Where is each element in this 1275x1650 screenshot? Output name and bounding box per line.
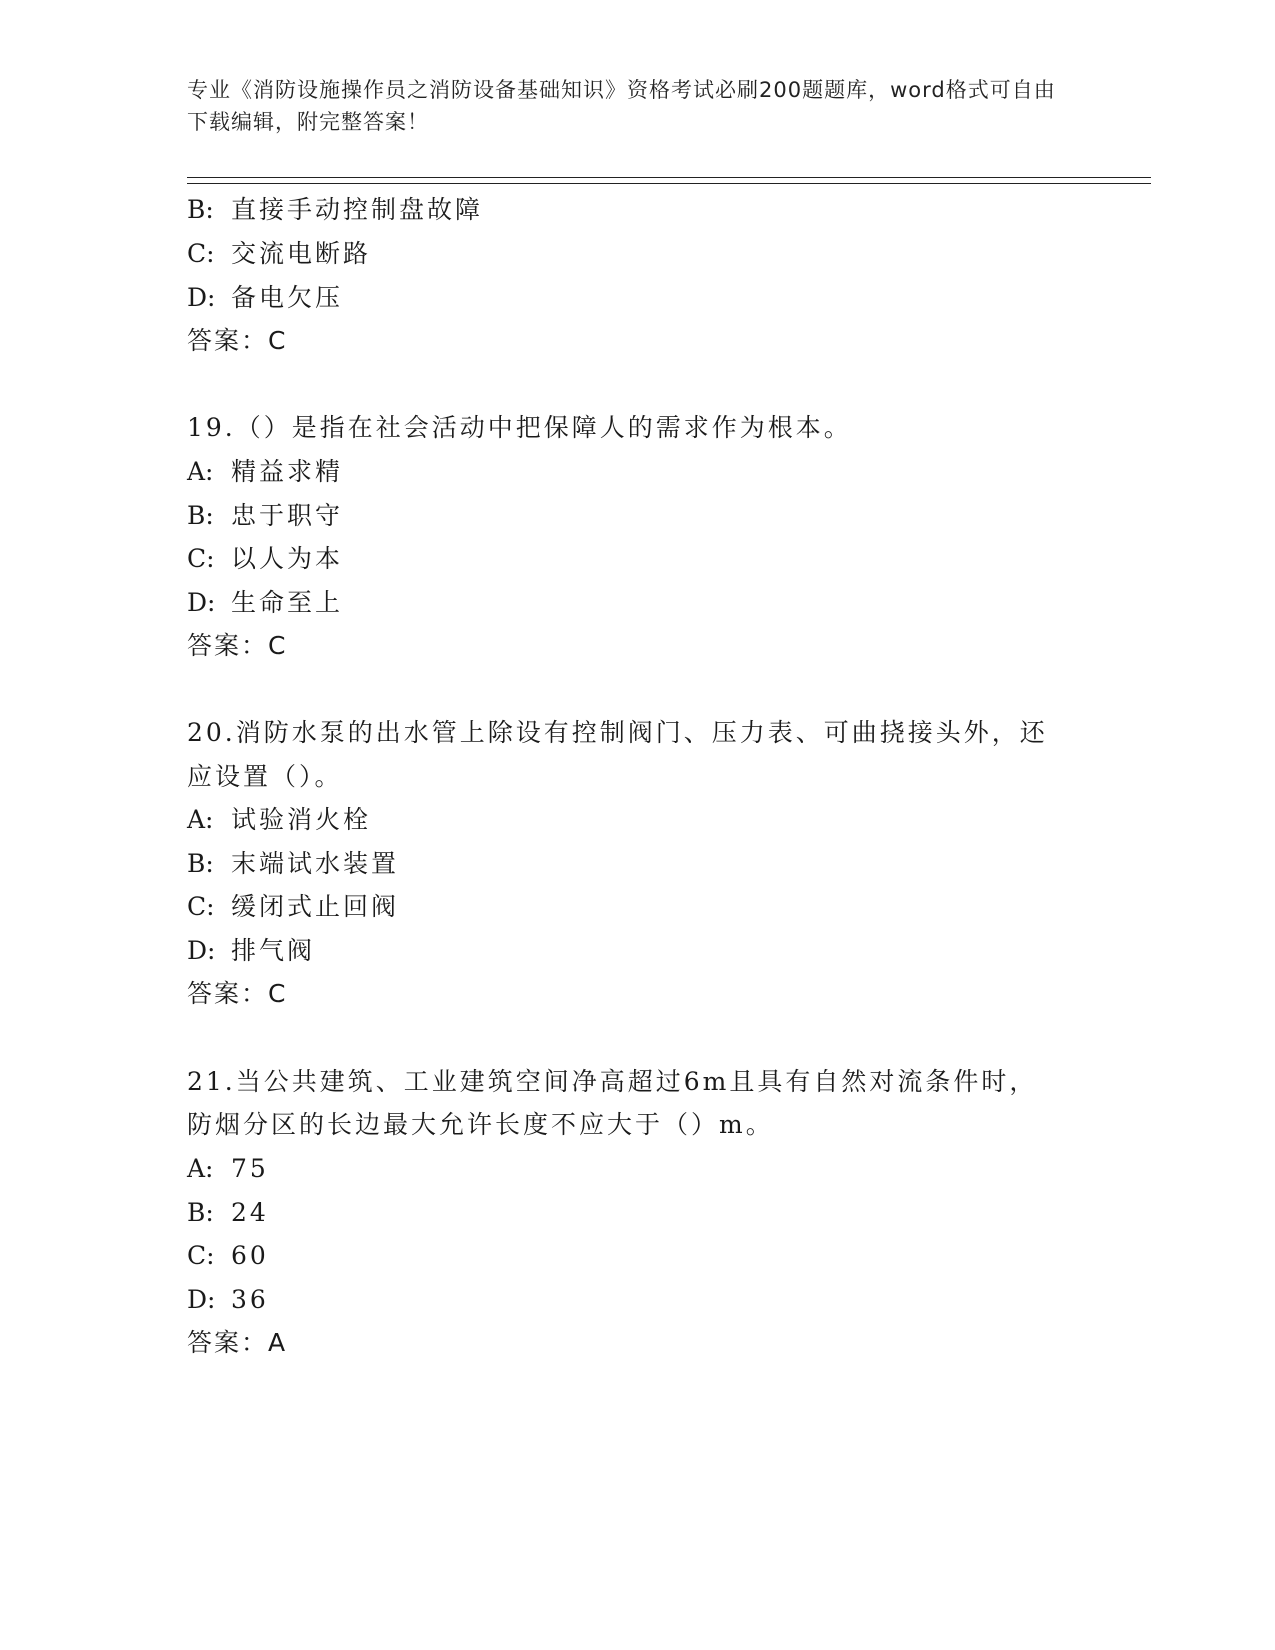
option-a xyxy=(187,455,343,489)
option-b xyxy=(187,193,483,227)
document-header: 专业《消防设施操作员之消防设备基础知识》资格考试必刷200题题库，word格式可自由下载编辑，附完整答案！ xyxy=(187,78,1056,134)
option-text: 排气阀 xyxy=(231,936,316,965)
option-text: 24 xyxy=(231,1198,269,1227)
question-stem: 20.消防水泵的出水管上除设有控制阀门、压力表、可曲挠接头外，还 xyxy=(187,718,1048,747)
option-a xyxy=(187,1152,269,1186)
answer-line: 答案：C xyxy=(187,326,288,355)
option-d xyxy=(187,1283,269,1317)
option-b xyxy=(187,1196,269,1230)
option-text: 精益求精 xyxy=(231,457,344,486)
option-text: 生命至上 xyxy=(231,588,344,617)
option-key: A: xyxy=(187,457,214,486)
question-stem: 21.当公共建筑、工业建筑空间净高超过6m且具有自然对流条件时， xyxy=(187,1067,1038,1096)
option-key: D: xyxy=(187,588,216,617)
option-d xyxy=(187,586,343,620)
header-divider-top xyxy=(187,177,1151,178)
option-key: D: xyxy=(187,283,216,312)
option-key: C: xyxy=(187,239,215,268)
option-text: 末端试水装置 xyxy=(231,849,400,878)
question-stem-continued: 防烟分区的长边最大允许长度不应大于（）m。 xyxy=(187,1110,774,1139)
option-d xyxy=(187,281,343,315)
option-key: A: xyxy=(187,1154,214,1183)
option-text: 直接手动控制盘故障 xyxy=(231,195,484,224)
option-text: 忠于职守 xyxy=(231,501,344,530)
option-key: B: xyxy=(187,501,214,530)
option-text: 交流电断路 xyxy=(231,239,372,268)
option-b xyxy=(187,499,343,533)
option-key: C: xyxy=(187,1241,215,1270)
option-key: C: xyxy=(187,892,215,921)
option-text: 60 xyxy=(231,1241,269,1270)
question-stem: 19.（）是指在社会活动中把保障人的需求作为根本。 xyxy=(187,413,852,442)
option-text: 缓闭式止回阀 xyxy=(231,892,400,921)
option-key: A: xyxy=(187,805,214,834)
question-stem-continued: 应设置（）。 xyxy=(187,762,343,791)
answer-line: 答案：C xyxy=(187,631,288,660)
option-key: B: xyxy=(187,1198,214,1227)
option-key: B: xyxy=(187,849,214,878)
option-b xyxy=(187,847,399,881)
option-text: 备电欠压 xyxy=(231,283,344,312)
option-key: C: xyxy=(187,544,215,573)
answer-line: 答案：C xyxy=(187,979,288,1008)
option-text: 以人为本 xyxy=(231,544,344,573)
option-c xyxy=(187,890,399,924)
option-text: 试验消火栓 xyxy=(231,805,372,834)
option-c xyxy=(187,542,343,576)
option-d xyxy=(187,934,315,968)
option-a xyxy=(187,803,371,837)
option-key: D: xyxy=(187,1285,216,1314)
option-key: D: xyxy=(187,936,216,965)
option-key: B: xyxy=(187,195,214,224)
option-text: 36 xyxy=(231,1285,269,1314)
answer-line: 答案：A xyxy=(187,1328,288,1357)
option-c xyxy=(187,1239,269,1273)
option-c xyxy=(187,237,371,271)
header-divider-bottom xyxy=(187,183,1151,184)
option-text: 75 xyxy=(231,1154,269,1183)
